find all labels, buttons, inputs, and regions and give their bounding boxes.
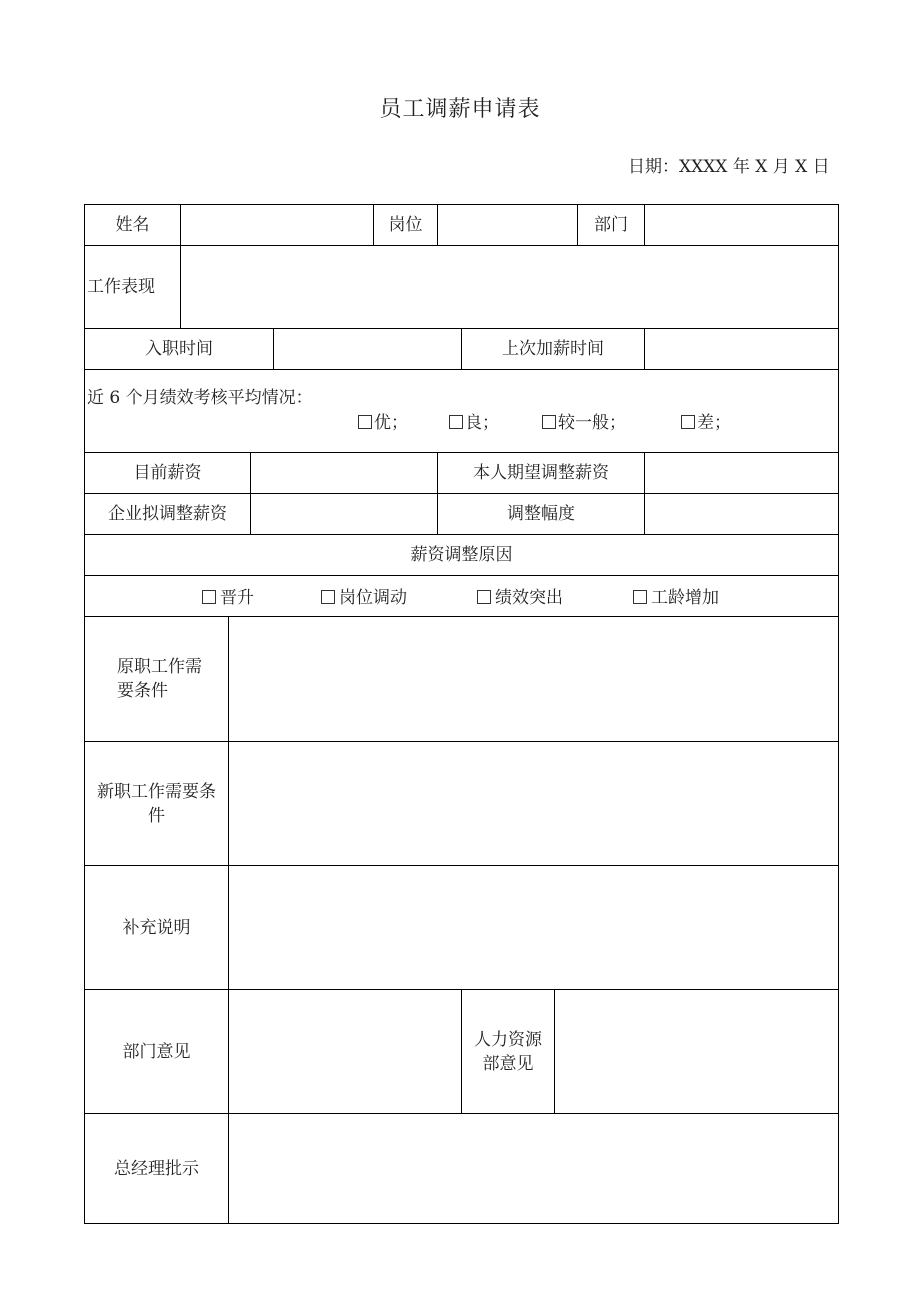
- checkbox-icon: [358, 415, 372, 429]
- date-line: 日期：XXXX 年 X 月 X 日: [628, 157, 830, 177]
- checkbox-icon: [202, 590, 216, 604]
- reason-header: 薪资调整原因: [84, 534, 839, 576]
- perf-option-good[interactable]: [449, 411, 499, 435]
- notes-field[interactable]: [228, 865, 839, 990]
- dept-opinion-field[interactable]: [228, 989, 462, 1114]
- notes-label: 补充说明: [84, 865, 229, 990]
- form-title: 员工调薪申请表: [379, 97, 541, 122]
- adjust-range-label: 调整幅度: [437, 493, 645, 535]
- checkbox-icon: [477, 590, 491, 604]
- hr-opinion-field[interactable]: [554, 989, 839, 1114]
- perf-option-label: 差；: [697, 413, 731, 433]
- performance-field[interactable]: [180, 245, 839, 329]
- performance-label: 工作表现: [84, 245, 181, 329]
- proposed-salary-label: 企业拟调整薪资: [84, 493, 251, 535]
- reason-option-label: 工龄增加: [651, 588, 719, 608]
- perf-option-label: 较一般；: [558, 413, 626, 433]
- department-field[interactable]: [644, 204, 839, 246]
- current-salary-label: 目前薪资: [84, 452, 251, 494]
- gm-approval-label: 总经理批示: [84, 1113, 229, 1224]
- reason-option-label: 绩效突出: [495, 588, 563, 608]
- checkbox-icon: [681, 415, 695, 429]
- checkbox-icon: [321, 590, 335, 604]
- checkbox-icon: [449, 415, 463, 429]
- department-label: 部门: [577, 204, 645, 246]
- current-salary-field[interactable]: [250, 452, 438, 494]
- perf-option-label: 优；: [374, 413, 408, 433]
- position-field[interactable]: [437, 204, 578, 246]
- last-raise-field[interactable]: [644, 328, 839, 370]
- perf-review-cell: [84, 369, 839, 453]
- perf-option-average[interactable]: [542, 411, 626, 435]
- perf-review-question: 近 6 个月绩效考核平均情况：: [87, 388, 313, 408]
- orig-requirements-field[interactable]: [228, 616, 839, 742]
- expected-salary-label: 本人期望调整薪资: [437, 452, 645, 494]
- reason-option-transfer[interactable]: [321, 586, 407, 610]
- reason-option-seniority[interactable]: [633, 586, 719, 610]
- last-raise-label: 上次加薪时间: [461, 328, 645, 370]
- reason-options-cell: [84, 575, 839, 617]
- new-requirements-text: 新职工作需要条件: [97, 781, 216, 826]
- hr-opinion-text: 人力资源部意见: [474, 1029, 542, 1074]
- checkbox-icon: [633, 590, 647, 604]
- expected-salary-field[interactable]: [644, 452, 839, 494]
- orig-requirements-label: [84, 616, 229, 742]
- gm-approval-field[interactable]: [228, 1113, 839, 1224]
- new-requirements-label: [84, 741, 229, 866]
- reason-option-label: 晋升: [220, 588, 254, 608]
- position-label: 岗位: [373, 204, 438, 246]
- perf-option-excellent[interactable]: [358, 411, 408, 435]
- perf-option-poor[interactable]: [681, 411, 731, 435]
- name-label: 姓名: [84, 204, 181, 246]
- perf-option-label: 良；: [465, 413, 499, 433]
- new-requirements-field[interactable]: [228, 741, 839, 866]
- reason-option-performance[interactable]: [477, 586, 563, 610]
- name-field[interactable]: [180, 204, 374, 246]
- adjust-range-field[interactable]: [644, 493, 839, 535]
- hr-opinion-label: [461, 989, 555, 1114]
- checkbox-icon: [542, 415, 556, 429]
- dept-opinion-label: 部门意见: [84, 989, 229, 1114]
- orig-requirements-text: 原职工作需要条件: [117, 657, 202, 701]
- hire-date-label: 入职时间: [84, 328, 274, 370]
- proposed-salary-field[interactable]: [250, 493, 438, 535]
- reason-option-promotion[interactable]: [202, 586, 254, 610]
- hire-date-field[interactable]: [273, 328, 462, 370]
- reason-option-label: 岗位调动: [339, 588, 407, 608]
